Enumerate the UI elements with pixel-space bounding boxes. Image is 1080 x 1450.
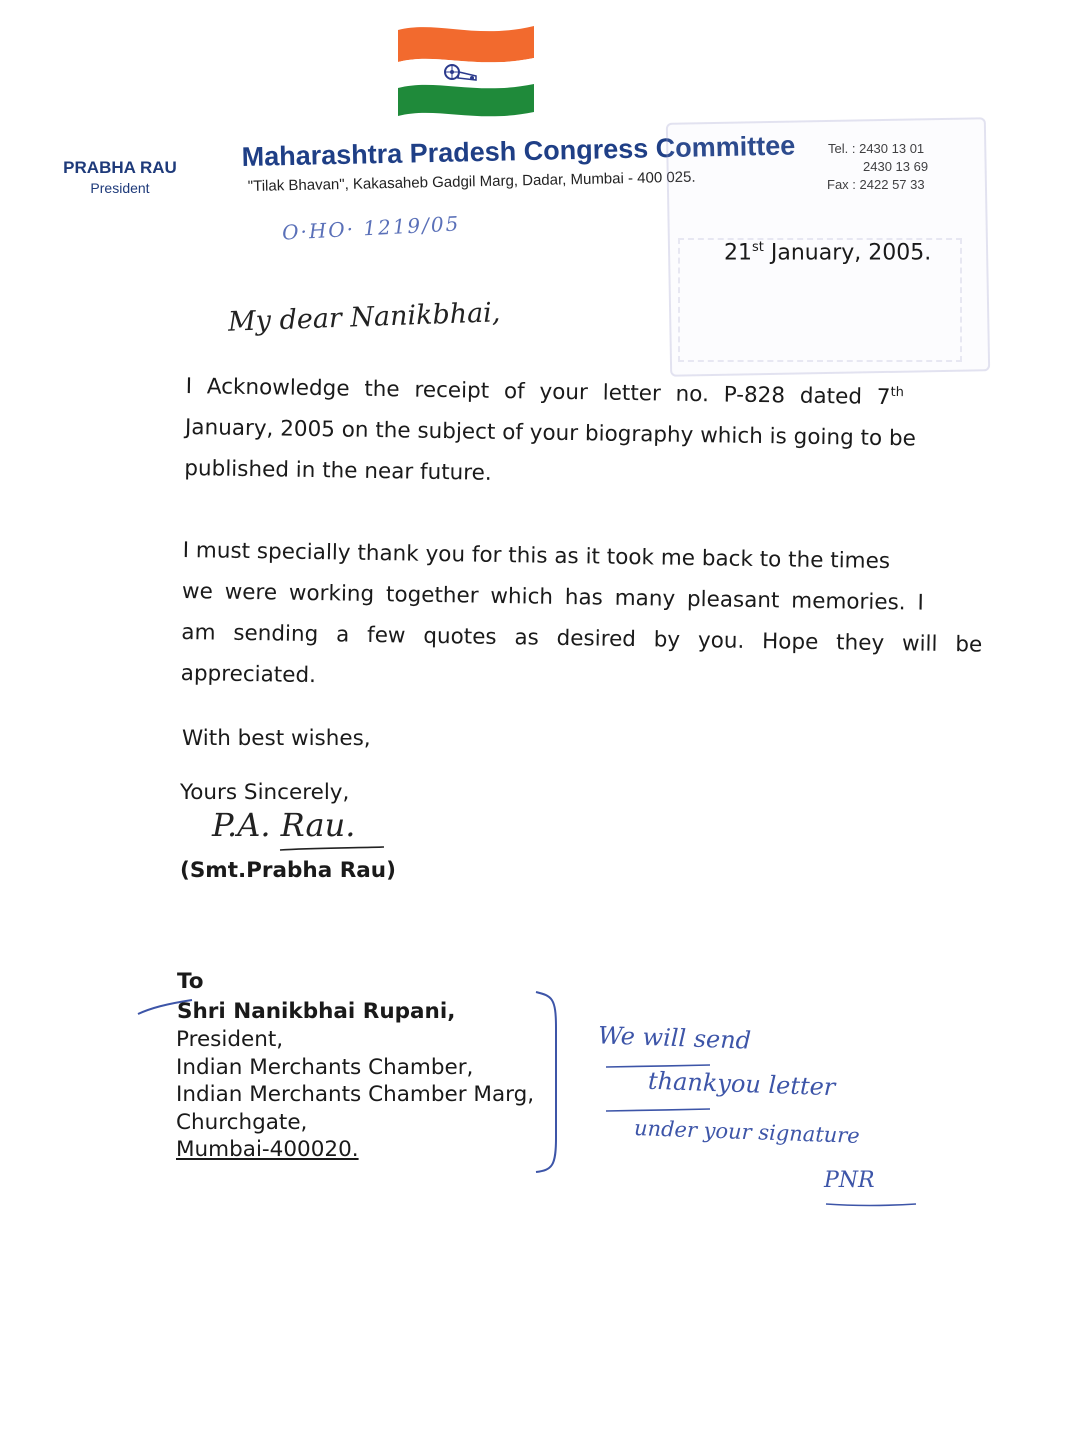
address-bracket xyxy=(530,988,570,1178)
p1-line-3: published in the near future. xyxy=(184,455,492,486)
p2-line-3: am sending a few quotes as desired by you. Hope they will be xyxy=(181,619,983,658)
recipient-city: Mumbai-400020. xyxy=(176,1137,359,1162)
handwritten-note-line-1: We will send xyxy=(597,1021,752,1055)
handwritten-reference-number: O·HO· 1219/05 xyxy=(281,211,461,245)
recipient-name: Shri Nanikbhai Rupani, xyxy=(177,999,456,1024)
organization-name: Maharashtra Pradesh Congress Committee xyxy=(241,130,796,173)
indian-flag-logo xyxy=(396,18,536,122)
recipient-address-line: Indian Merchants Chamber Marg, xyxy=(176,1082,535,1107)
sign-off: Yours Sincerely, xyxy=(180,780,350,805)
tel-number-2: 2430 13 69 xyxy=(863,159,929,174)
handwritten-note-line-2: thankyou letter xyxy=(647,1066,836,1102)
letter-date xyxy=(724,240,931,265)
initials-underline xyxy=(824,1198,920,1210)
recipient-address-line: Churchgate, xyxy=(176,1109,308,1135)
handwritten-note-line-3: under your signature xyxy=(633,1116,861,1148)
fax-number: 2422 57 33 xyxy=(859,177,925,192)
recipient-to: To xyxy=(177,969,204,994)
p1-line-2: January, 2005 on the subject of your biography which is going to be xyxy=(184,414,917,452)
recipient-address-line: President, xyxy=(176,1027,284,1052)
handwritten-signature: P.A. Rau. xyxy=(212,806,356,844)
date-day: 21 xyxy=(724,240,752,266)
tel-label: Tel. : xyxy=(828,141,856,156)
p2-line-4: appreciated. xyxy=(180,660,317,689)
body-paragraph-1 xyxy=(184,366,958,501)
signatory-name: (Smt.Prabha Rau) xyxy=(180,858,396,883)
flag-saffron-band xyxy=(398,26,534,62)
date-suffix: st xyxy=(752,240,764,255)
date-rest: January, 2005. xyxy=(763,240,932,266)
signature-underline xyxy=(278,842,388,854)
fax-label: Fax : xyxy=(827,177,856,192)
p1-line-1-sup: th xyxy=(890,384,905,401)
p1-line-1-text: I Acknowledge the receipt of your letter no. P-828 dated 7 xyxy=(185,373,891,411)
tel-number-1: 2430 13 01 xyxy=(859,141,925,156)
sender-name: PRABHA RAU xyxy=(63,158,177,177)
closing-wishes: With best wishes, xyxy=(182,726,371,751)
p2-line-1: I must specially thank you for this as it took me back to the times xyxy=(182,537,891,575)
flag-green-band xyxy=(398,84,534,116)
note-rule-2 xyxy=(604,1106,714,1116)
organization-address: "Tilak Bhavan", Kakasaheb Gadgil Marg, Dadar, Mumbai - 400 025. xyxy=(247,168,696,195)
body-paragraph-2 xyxy=(180,530,983,706)
handwritten-note-initials: PNR xyxy=(824,1168,875,1193)
recipient-address-line: Indian Merchants Chamber, xyxy=(176,1054,474,1080)
recipient-address-lines xyxy=(176,1026,534,1164)
sender-title: President xyxy=(90,180,150,196)
p2-line-2: we were working together which has many pleasant memories. I xyxy=(181,578,924,616)
salutation: My dear Nanikbhai, xyxy=(227,297,501,338)
